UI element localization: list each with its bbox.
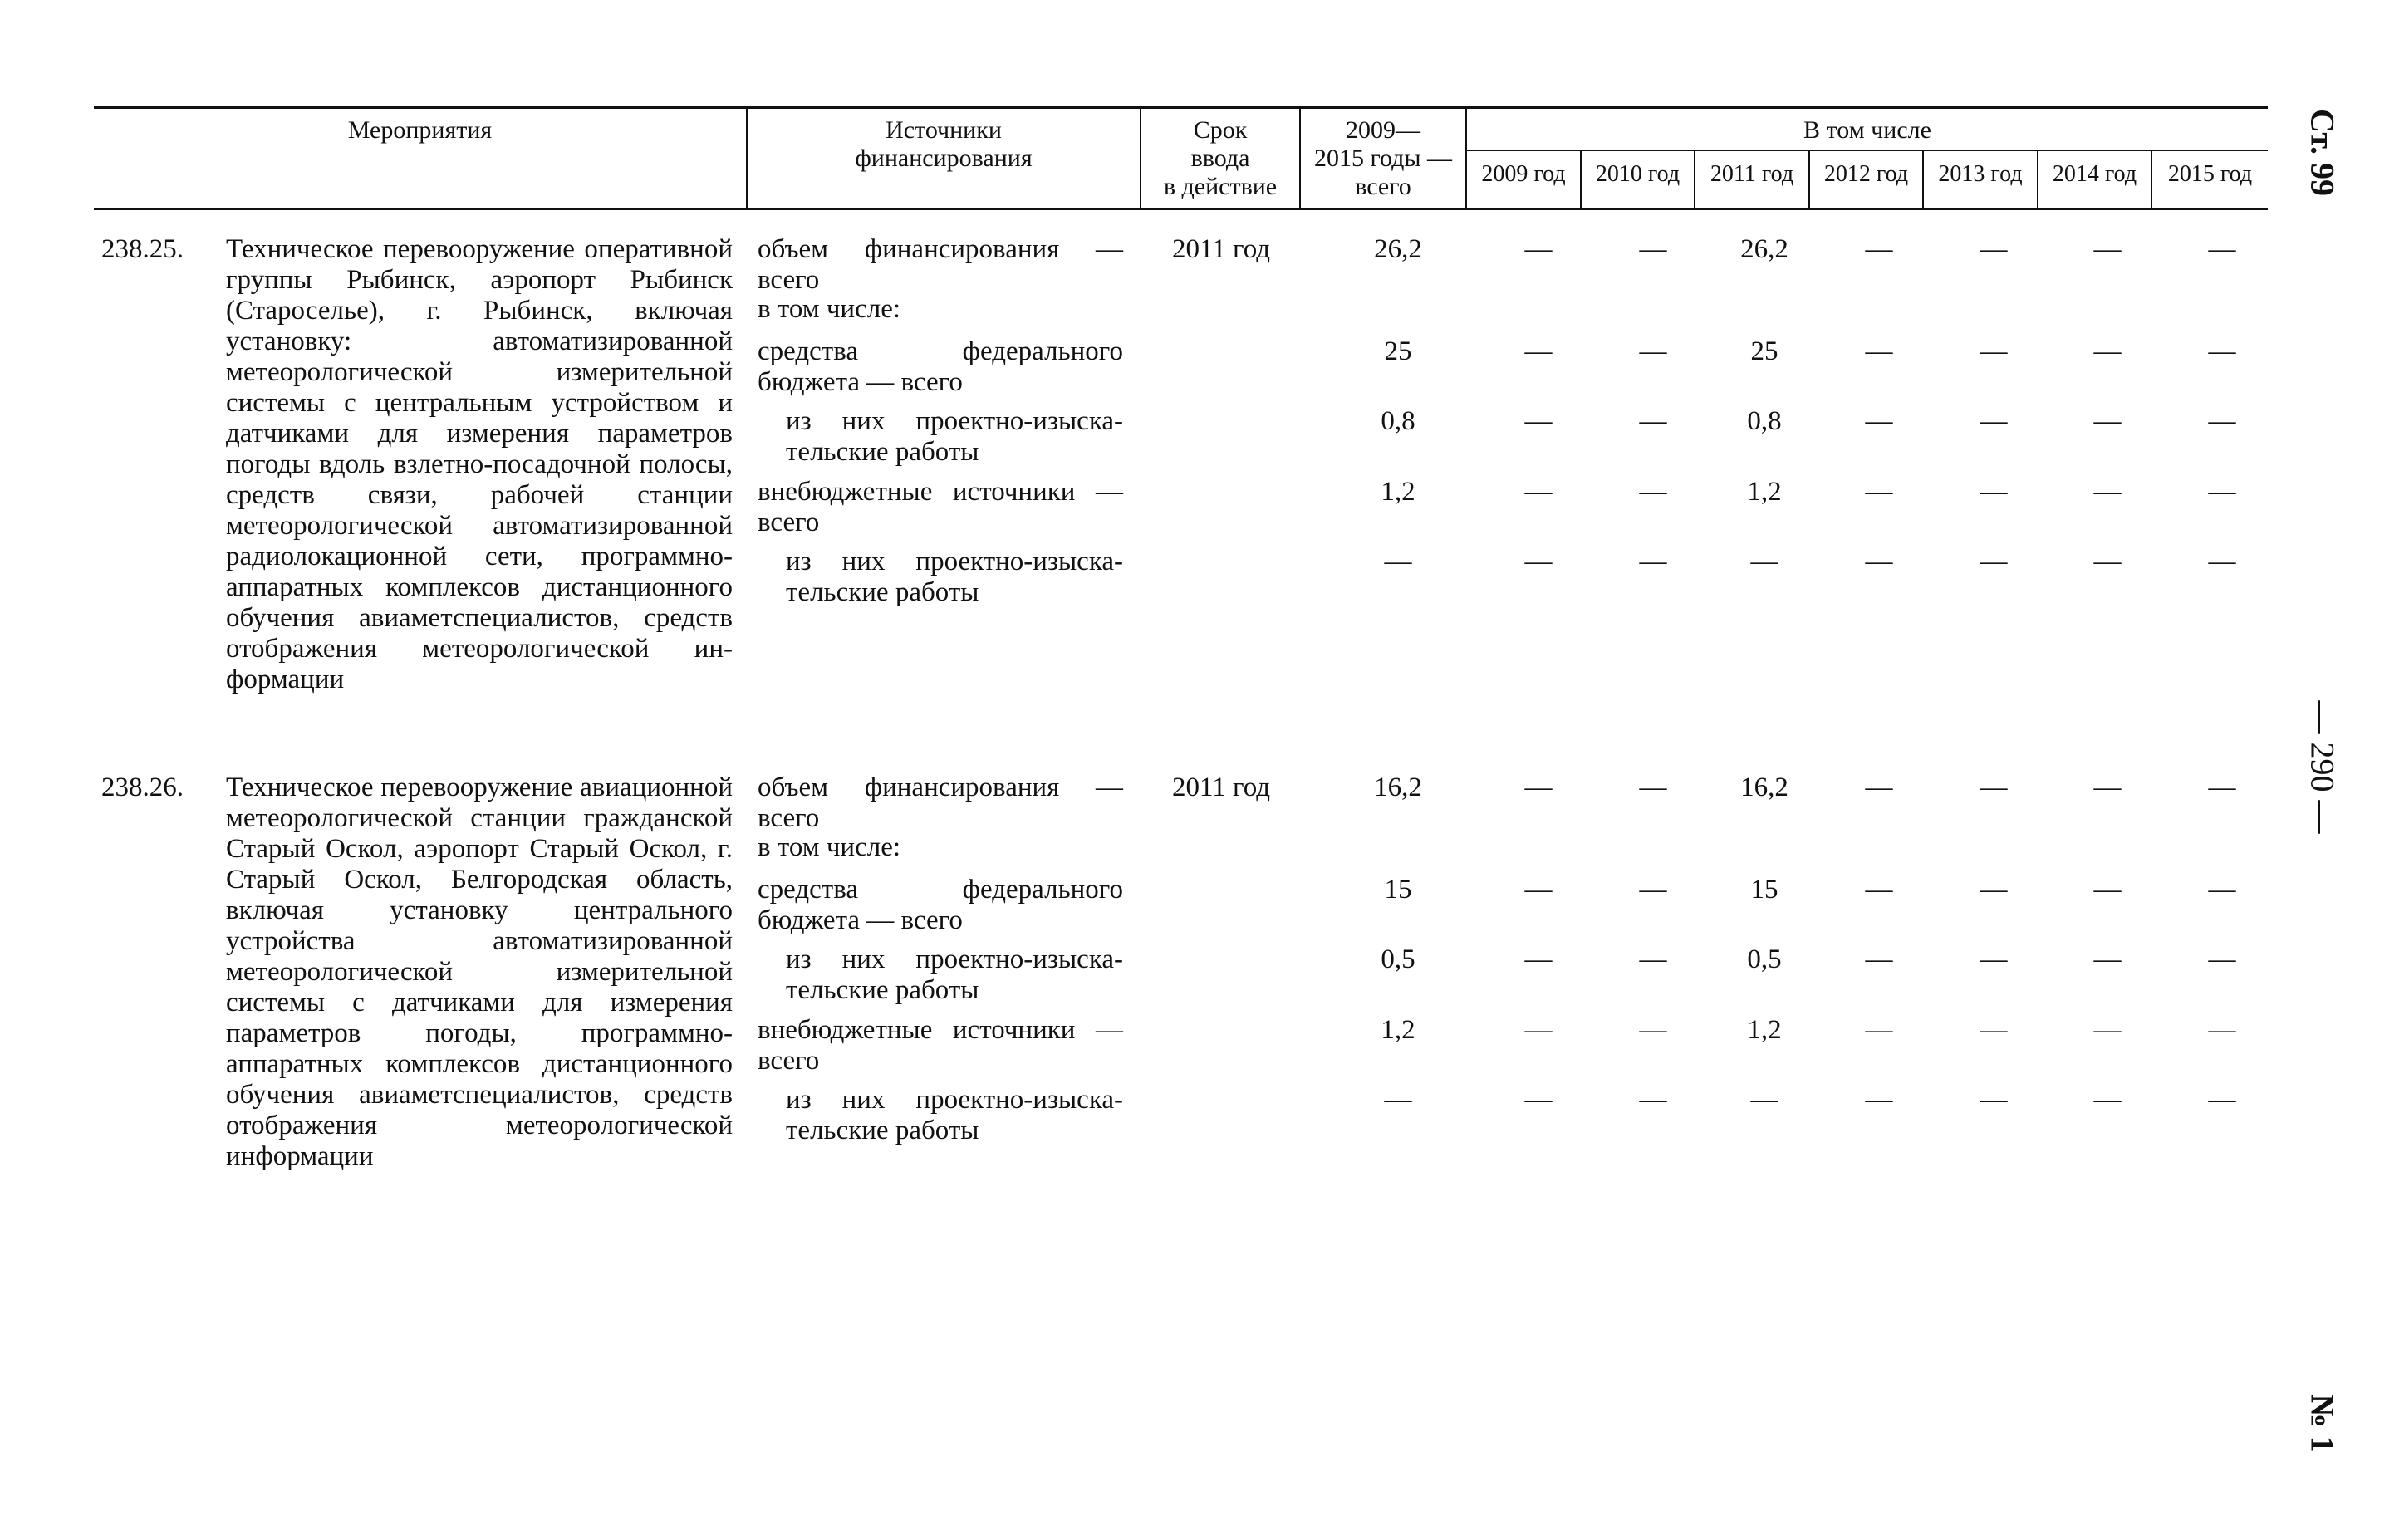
value-year-cell: 0,5 (1747, 944, 1782, 974)
value-year-cell: — (1865, 1015, 1893, 1045)
value-year-cell: — (1524, 336, 1553, 366)
source-label: внебюджетные источники — всего (758, 1015, 1123, 1076)
value-year-cell: — (1980, 406, 2008, 436)
header-term-line3: в действие (1163, 173, 1278, 200)
source-label: объем финансирования — всего (758, 234, 1123, 295)
value-year-cell: — (1865, 547, 1893, 576)
value-year-cell: — (1639, 336, 1667, 366)
header-top-rule (94, 106, 2268, 109)
value-year-cell: — (1865, 1085, 1893, 1115)
value-total: 25 (1384, 336, 1412, 366)
value-year-cell: 1,2 (1747, 477, 1782, 507)
value-year-cell: — (1639, 875, 1667, 905)
value-year-cell: — (1639, 772, 1667, 802)
value-year-cell: — (1750, 547, 1778, 576)
header-year-2013: 2013 год (1938, 161, 2023, 187)
value-year-cell: — (1524, 234, 1553, 264)
value-year-cell: — (1524, 1015, 1553, 1045)
value-total: 0,8 (1381, 406, 1415, 436)
value-total: 15 (1384, 875, 1412, 905)
header-term (1141, 116, 1299, 201)
header-bottom-rule (94, 208, 2268, 210)
header-term-line2: ввода (1190, 145, 1250, 172)
value-year-cell: — (2208, 234, 2236, 264)
value-year-cell: — (2208, 406, 2236, 436)
value-year-cell: — (1639, 406, 1667, 436)
source-label: в том числе: (758, 294, 901, 324)
header-sources (748, 116, 1140, 173)
header-measures: Мероприятия (347, 116, 493, 144)
value-total: — (1384, 1085, 1412, 1115)
header-year-2009: 2009 год (1481, 161, 1566, 187)
header-total-line2: 2015 годы — (1313, 145, 1453, 172)
value-year-cell: — (1524, 772, 1553, 802)
header-sources-line1: Источники (886, 116, 1002, 144)
header-term-line1: Срок (1193, 116, 1248, 144)
value-year-cell: — (1980, 336, 2008, 366)
row-number: 238.26. (101, 772, 184, 802)
value-year-cell: — (2093, 772, 2122, 802)
header-year-2014: 2014 год (2052, 161, 2137, 187)
header-total-line1: 2009— (1346, 116, 1420, 144)
value-year-cell: — (1980, 772, 2008, 802)
value-year-cell: — (1524, 477, 1553, 507)
value-year-cell: — (1865, 875, 1893, 905)
header-year-2010: 2010 год (1595, 161, 1680, 187)
source-label: средства федерального бюджета — всего (758, 875, 1123, 935)
value-year-cell: — (1639, 234, 1667, 264)
value-year-cell: — (1980, 547, 2008, 576)
header-total-line3: всего (1355, 173, 1411, 200)
source-label: в том числе: (758, 832, 901, 862)
value-year-cell: — (2093, 1015, 2122, 1045)
value-year-cell: — (1750, 1085, 1778, 1115)
value-year-cell: — (2208, 875, 2236, 905)
value-year-cell: — (1639, 477, 1667, 507)
value-year-cell: — (1639, 1085, 1667, 1115)
source-label: из них проектно-изыскательские работы (786, 1085, 1123, 1145)
value-total: 26,2 (1374, 234, 1422, 264)
row-term: 2011 год (1171, 234, 1271, 264)
source-label: из них проектно-изыскательские работы (786, 547, 1123, 607)
value-total: — (1384, 547, 1412, 576)
value-year-cell: — (1524, 547, 1553, 576)
value-year-cell: — (2093, 944, 2122, 974)
value-year-cell: — (1524, 406, 1553, 436)
value-year-cell: — (2208, 547, 2236, 576)
value-year-cell: — (1865, 336, 1893, 366)
value-year-cell: 15 (1750, 875, 1778, 905)
value-year-cell: — (1865, 234, 1893, 264)
value-year-cell: — (2208, 1085, 2236, 1115)
value-total: 1,2 (1381, 1015, 1415, 1045)
value-year-cell: — (2208, 944, 2236, 974)
value-total: 1,2 (1381, 477, 1415, 507)
value-year-cell: — (2093, 406, 2122, 436)
header-year-2011: 2011 год (1710, 161, 1794, 187)
row-term: 2011 год (1171, 772, 1271, 802)
value-year-cell: — (2093, 1085, 2122, 1115)
value-year-cell: — (2093, 547, 2122, 576)
source-label: из них проектно-изыскательские работы (786, 944, 1123, 1005)
header-year-2015: 2015 год (2167, 161, 2253, 187)
value-year-cell: — (1639, 944, 1667, 974)
source-label: внебюджетные источники — всего (758, 477, 1123, 537)
value-year-cell: — (2208, 477, 2236, 507)
row-number: 238.25. (101, 234, 184, 264)
value-year-cell: — (1865, 477, 1893, 507)
header-including: В том числе (1803, 116, 1931, 144)
value-year-cell: — (2093, 477, 2122, 507)
value-year-cell: — (1980, 1015, 2008, 1045)
issue-number: № 1 (2303, 1394, 2342, 1453)
value-year-cell: — (1980, 1085, 2008, 1115)
value-year-cell: — (2093, 875, 2122, 905)
value-total: 0,5 (1381, 944, 1415, 974)
source-label: из них проектно-изыскательские работы (786, 406, 1123, 467)
value-year-cell: — (1524, 875, 1553, 905)
value-year-cell: — (1980, 875, 2008, 905)
page-article-label: Ст. 99 (2303, 109, 2342, 196)
header-year-2012: 2012 год (1823, 161, 1909, 187)
years-subheader-rule (1465, 150, 2268, 151)
value-year-cell: — (1865, 406, 1893, 436)
value-year-cell: — (2093, 234, 2122, 264)
value-year-cell: — (1980, 234, 2008, 264)
header-sources-line2: финансирования (855, 145, 1033, 172)
value-year-cell: — (1524, 944, 1553, 974)
value-total: 16,2 (1374, 772, 1422, 802)
value-year-cell: — (1980, 477, 2008, 507)
value-year-cell: 16,2 (1740, 772, 1788, 802)
value-year-cell: — (2208, 1015, 2236, 1045)
value-year-cell: — (2208, 336, 2236, 366)
value-year-cell: — (2208, 772, 2236, 802)
value-year-cell: — (1980, 944, 2008, 974)
value-year-cell: — (1865, 944, 1893, 974)
header-total (1301, 116, 1465, 201)
value-year-cell: — (1639, 547, 1667, 576)
value-year-cell: — (2093, 336, 2122, 366)
value-year-cell: 1,2 (1747, 1015, 1782, 1045)
value-year-cell: — (1865, 772, 1893, 802)
value-year-cell: 26,2 (1740, 234, 1788, 264)
value-year-cell: — (1524, 1085, 1553, 1115)
page-number: — 290 — (2303, 700, 2342, 834)
row-description: Техническое перевооружение оперативной группы Рыбинск, аэропорт Рыбинск (Староселье), г. Рыбинск, включая установку: автоматизированной метеорологической измерительной системы с центральным устройством и датчиками для измерения параметров погоды вдоль взлетно-посадочной полосы, средств связи, рабочей станции метеорологической автоматизированной радиолокационной сети, программно-аппаратных комплексов дистанционного обучения авиаметспециалистов, средств отображения метеорологической информации (226, 234, 733, 694)
source-label: средства федерального бюджета — всего (758, 336, 1123, 397)
value-year-cell: 0,8 (1747, 406, 1782, 436)
row-description: Техническое перевооружение авиационной метеорологической станции гражданской Старый Оскол, аэропорт Старый Оскол, г. Старый Оскол, Белгородская область, включая установку центрального устройства автоматизированной метеорологической измерительной системы с датчиками для измерения параметров погоды, программно-аппаратных комплексов дистанционного обучения авиаметспециалистов, средств отображения метеорологической информации (226, 772, 733, 1171)
value-year-cell: — (1639, 1015, 1667, 1045)
value-year-cell: 25 (1750, 336, 1778, 366)
source-label: объем финансирования — всего (758, 772, 1123, 833)
